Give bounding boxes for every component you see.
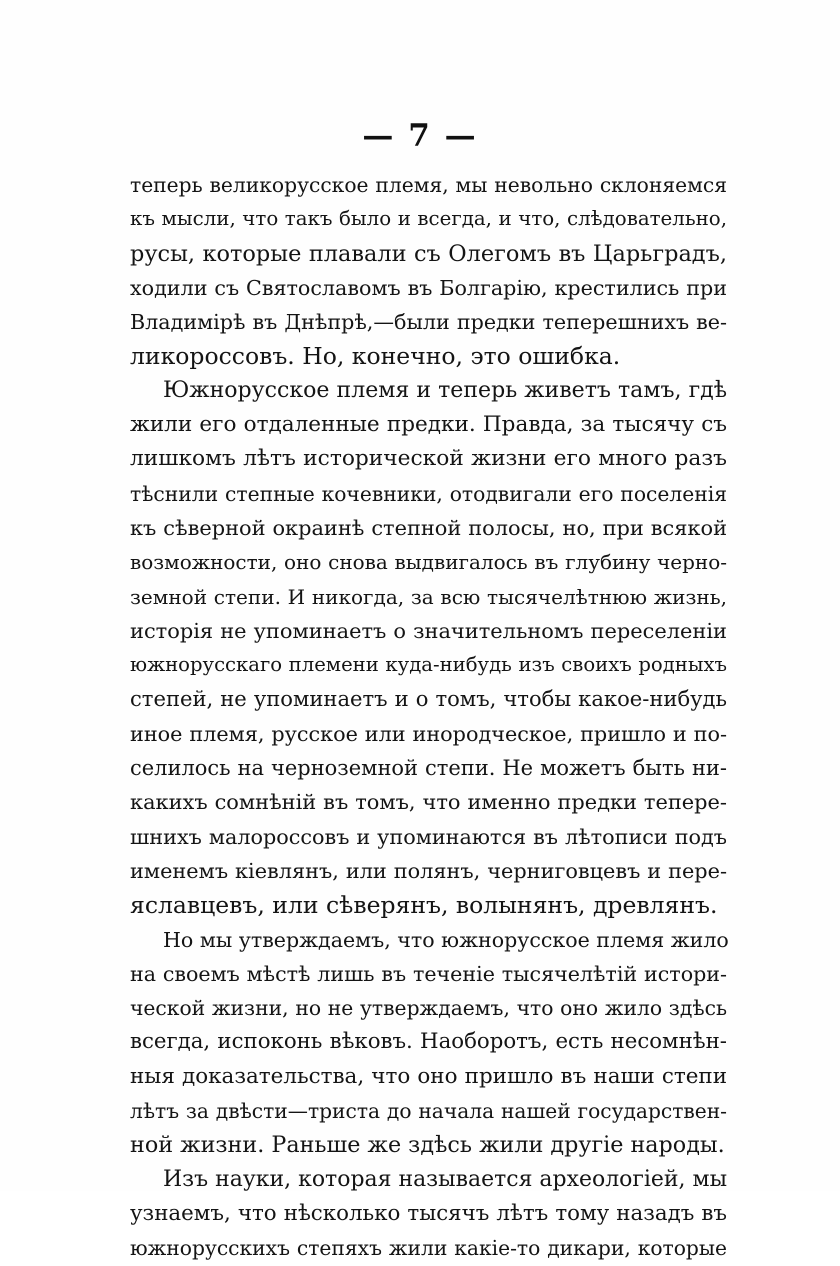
text-line: лишкомъ лѣтъ исторической жизни его много разъ xyxy=(130,446,727,472)
text-line: русы, которые плавали съ Олегомъ въ Царьградъ, xyxy=(130,240,727,267)
text-line: ликороссовъ. Но, конечно, это ошибка. xyxy=(130,342,621,371)
text-line: узнаемъ, что нѣсколько тысячъ лѣтъ тому назадъ въ xyxy=(130,1200,727,1226)
text-line: ходили съ Святославомъ въ Болгарію, крестились при xyxy=(130,275,727,300)
text-line: степей, не упоминаетъ и о томъ, чтобы какое-нибудь xyxy=(130,686,727,712)
text-line: иное племя, русское или инородческое, пришло и по- xyxy=(130,721,727,746)
text-line: Южнорусское племя и теперь живетъ тамъ, гдѣ xyxy=(163,377,727,403)
text-line: ческой жизни, но не утверждаемъ, что оно жило здѣсь xyxy=(130,996,727,1021)
text-line: возможности, оно снова выдвигалось въ глубину черно- xyxy=(130,550,727,575)
text-line: южнорусскаго племени куда-нибудь изъ своихъ родныхъ xyxy=(130,653,727,677)
text-line: земной степи. И никогда, за всю тысячелѣтнюю жизнь, xyxy=(130,584,727,609)
text-line: именемъ кіевлянъ, или полянъ, черниговцевъ и пере- xyxy=(130,858,727,883)
text-line: селилось на черноземной степи. Не можетъ быть ни- xyxy=(130,756,727,781)
paragraph xyxy=(130,1163,727,1266)
text-line: ныя доказательства, что оно пришло въ наши степи xyxy=(130,1063,727,1089)
page-number: — 7 — xyxy=(362,118,478,154)
text-line: какихъ сомнѣній въ томъ, что именно предки тепере- xyxy=(130,790,727,815)
text-line: жили его отдаленные предки. Правда, за тысячу съ xyxy=(130,412,727,438)
text-line: южнорусскихъ степяхъ жили какіе-то дикари, которые xyxy=(130,1236,727,1261)
text-line: къ сѣверной окраинѣ степной полосы, но, при всякой xyxy=(130,515,727,540)
paragraph xyxy=(130,374,727,923)
paragraph xyxy=(130,168,727,374)
text-line: ной жизни. Раньше же здѣсь жили другіе народы. xyxy=(130,1132,725,1159)
text-line: исторія не упоминаетъ о значительномъ переселеніи xyxy=(130,618,727,643)
text-line: яславцевъ, или сѣверянъ, волынянъ, древлянъ. xyxy=(130,891,718,920)
text-line: на своемъ мѣстѣ лишь въ теченіе тысячелѣтій истори- xyxy=(130,961,727,986)
body-text xyxy=(130,168,727,1266)
text-line: къ мысли, что такъ было и всегда, и что, слѣдовательно, xyxy=(130,207,727,231)
text-line: лѣтъ за двѣсти—триста до начала нашей государствен- xyxy=(130,1099,727,1124)
text-line: теперь великорусское племя, мы невольно склоняемся xyxy=(130,173,727,197)
text-line: всегда, испоконь вѣковъ. Наоборотъ, есть несомнѣн- xyxy=(130,1029,727,1055)
text-line: Изъ науки, которая называется археологіей, мы xyxy=(163,1166,728,1192)
text-line: Владимірѣ въ Днѣпрѣ,—были предки теперешнихъ ве- xyxy=(130,310,727,335)
text-line: шнихъ малороссовъ и упоминаются въ лѣтописи подъ xyxy=(130,824,727,849)
text-line: Но мы утверждаемъ, что южнорусское племя жило xyxy=(163,927,729,952)
text-line: тѣснили степные кочевники, отодвигали его поселенія xyxy=(130,481,727,506)
paragraph xyxy=(130,923,727,1163)
